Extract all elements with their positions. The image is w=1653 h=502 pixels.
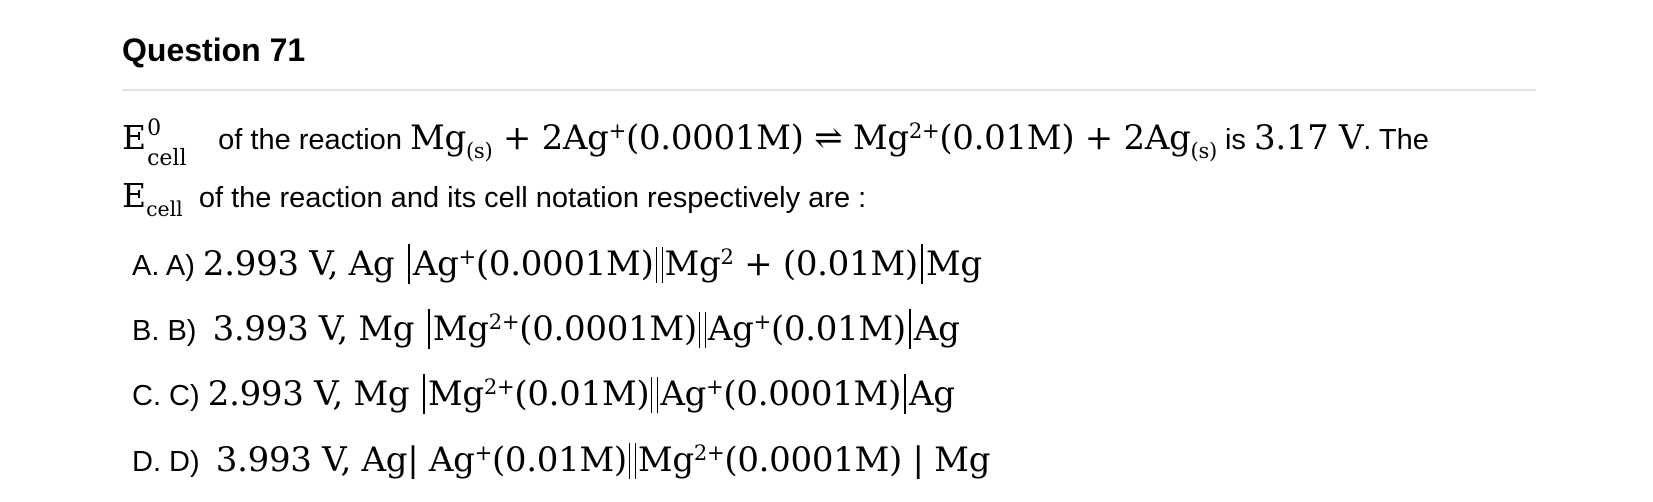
option-a-ion-2: Mg: [664, 244, 721, 284]
phase-boundary: [428, 309, 430, 349]
option-c-conc-2: (0.0001M): [723, 374, 902, 414]
option-d-ion-1-charge: +: [474, 440, 492, 466]
option-c[interactable]: [132, 372, 955, 418]
phase-boundary: [921, 244, 923, 284]
option-c-electrode: Ag: [909, 374, 955, 414]
statement-text-2: is: [1224, 124, 1246, 156]
option-b-voltage: 3.993 V, Mg: [212, 309, 415, 349]
option-d-voltage: 3.993 V, Ag: [215, 440, 408, 480]
reaction-mg: Mg: [410, 118, 466, 158]
phase-boundary: [423, 374, 425, 414]
option-b-ion-2: Ag: [707, 309, 754, 349]
question-title: Question 71: [122, 32, 306, 68]
option-d[interactable]: [132, 438, 990, 484]
statement-text-4: of the reaction and its cell notation respectively are :: [198, 182, 867, 214]
option-a-prefix: A. A): [132, 250, 195, 282]
option-d-electrode: | Mg: [912, 440, 991, 480]
reaction-state-2: (s): [1190, 137, 1217, 163]
salt-bridge: [656, 247, 663, 283]
option-c-ion-1: Mg: [427, 374, 484, 414]
e-symbol: E: [122, 118, 147, 157]
salt-bridge: [629, 443, 636, 479]
e2-subscript: cell: [146, 196, 183, 221]
e2-symbol: E: [122, 176, 147, 215]
option-b-conc-2: (0.01M): [770, 309, 906, 349]
option-d-conc-2: (0.0001M): [724, 440, 902, 480]
question-statement-line-2: [122, 174, 866, 220]
option-a-ion-1-charge: +: [458, 244, 476, 270]
reaction-conc-2: (0.01M) + 2Ag: [939, 118, 1191, 158]
option-c-prefix: C. C): [132, 380, 200, 412]
statement-text-1: of the reaction: [218, 124, 402, 156]
option-a[interactable]: [132, 242, 982, 288]
option-b-ion-1-charge: 2+: [488, 309, 520, 335]
e-cell-symbol: [122, 176, 183, 221]
option-d-ion-1: Ag: [428, 440, 475, 480]
phase-boundary: [909, 309, 911, 349]
reaction-mg-ion: Mg: [852, 118, 909, 158]
option-c-ion-1-charge: 2+: [483, 374, 515, 400]
option-a-conc-1: (0.0001M): [475, 244, 654, 284]
reaction-conc-1: (0.0001M): [626, 118, 804, 158]
reaction-mg-charge: 2+: [908, 118, 940, 144]
option-d-expression: 3.993 V, Ag| Ag+(0.01M) $Mg^{2+}(0.0001M)$ | Mg: [215, 440, 991, 480]
salt-bridge: [651, 377, 658, 413]
option-c-ion-2-charge: +: [706, 374, 724, 400]
salt-bridge: [699, 312, 706, 348]
question-statement-line-1: [122, 116, 1429, 171]
title-divider: [122, 89, 1536, 91]
option-a-voltage: 2.993 V, Ag: [202, 244, 395, 284]
phase-boundary: [408, 244, 410, 284]
option-a-expression: [203, 244, 982, 284]
option-b-ion-2-charge: +: [753, 309, 771, 335]
option-d-prefix: D. D): [132, 446, 200, 478]
e-cell-standard-symbol: E 0 cell: [122, 116, 187, 171]
option-d-conc-1: (0.01M): [491, 440, 627, 480]
phase-boundary: [904, 374, 906, 414]
reaction-ag-term: + 2Ag: [502, 118, 609, 158]
option-b-electrode: Ag: [913, 309, 960, 349]
reaction-equation: [410, 118, 1217, 163]
option-b-ion-1: Mg: [432, 309, 489, 349]
reaction-ag-charge: +: [608, 118, 627, 144]
option-a-ion-2-charge: 2: [720, 244, 734, 270]
option-a-electrode: Mg: [925, 244, 982, 284]
option-c-expression: [208, 374, 955, 414]
option-d-ion-2-charge: 2+: [693, 440, 725, 466]
equilibrium-arrow-icon: ⇌: [814, 118, 843, 158]
option-c-ion-2: Ag: [660, 374, 707, 414]
option-b-conc-1: (0.0001M): [519, 309, 697, 349]
option-b[interactable]: [132, 307, 960, 353]
reaction-state-1: (s): [466, 137, 493, 163]
option-a-ion-1: Ag: [412, 244, 459, 284]
statement-text-3: . The: [1363, 124, 1429, 156]
option-c-conc-1: (0.01M): [514, 374, 650, 414]
option-b-expression: [213, 309, 960, 349]
standard-potential-value: 3.17 V: [1254, 118, 1364, 158]
option-b-prefix: B. B): [132, 315, 197, 347]
option-d-ion-2: Mg: [637, 440, 694, 480]
option-c-voltage: 2.993 V, Mg: [207, 374, 410, 414]
option-a-conc-2: + (0.01M): [744, 244, 918, 284]
